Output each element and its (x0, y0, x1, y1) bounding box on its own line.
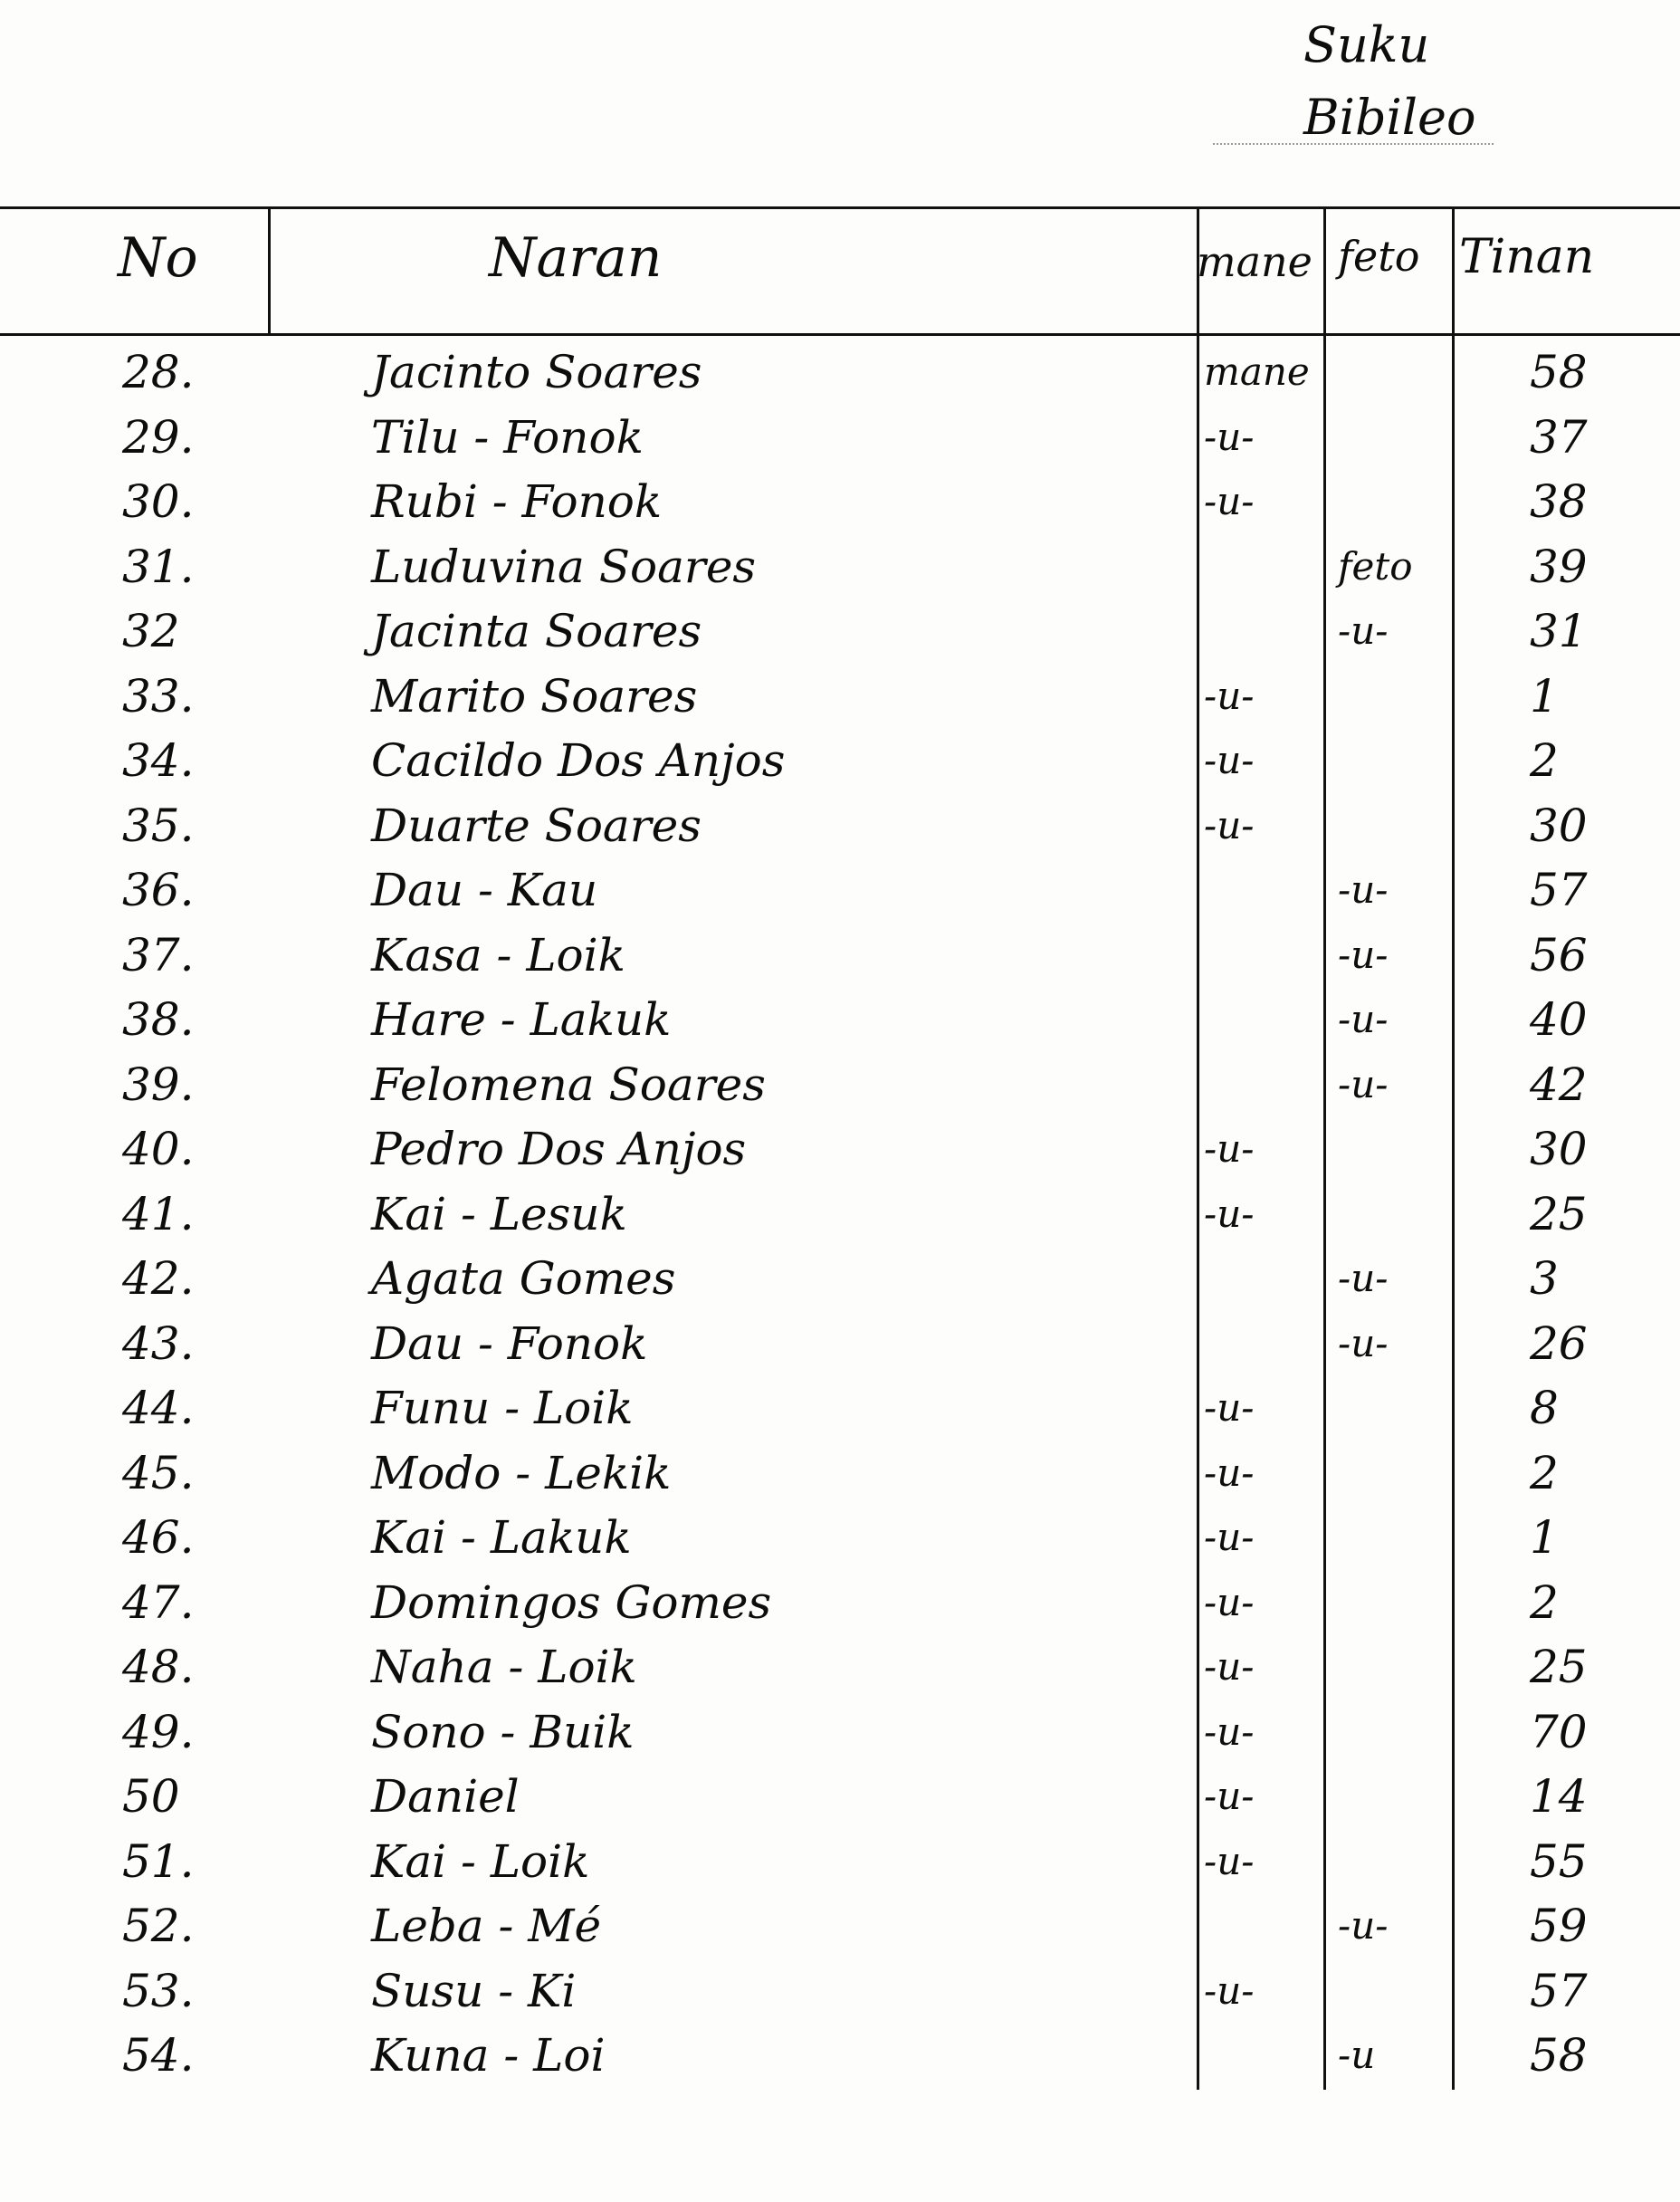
row-number: 44. (122, 1382, 195, 1434)
row-tinan: 8 (1530, 1382, 1559, 1434)
row-tinan: 57 (1530, 1964, 1588, 2017)
table-row (0, 670, 1680, 735)
row-mane: mane (1204, 349, 1310, 394)
row-number: 30. (122, 475, 195, 528)
row-number: 33. (122, 669, 195, 723)
row-tinan: 40 (1530, 993, 1588, 1046)
row-tinan: 38 (1530, 475, 1588, 528)
row-naran: Agata Gomes (371, 1252, 676, 1305)
row-naran: Susu - Ki (371, 1964, 577, 2017)
row-naran: Daniel (371, 1770, 520, 1823)
table-row (0, 541, 1680, 606)
row-mane: -u- (1204, 1644, 1255, 1689)
table-row (0, 799, 1680, 865)
row-mane: -u- (1204, 1515, 1255, 1559)
row-tinan: 59 (1530, 1900, 1588, 1952)
row-naran: Jacinta Soares (371, 605, 702, 657)
row-number: 50 (122, 1770, 180, 1823)
row-tinan: 37 (1530, 410, 1588, 464)
row-number: 39. (122, 1058, 195, 1111)
row-mane: -u- (1204, 1126, 1255, 1171)
column-divider-no (268, 206, 271, 333)
table-row (0, 1511, 1680, 1576)
table-row (0, 1576, 1680, 1642)
table-row (0, 1965, 1680, 2030)
column-header-tinan: Tinan (1459, 230, 1595, 284)
row-number: 47. (122, 1575, 195, 1629)
table-row (0, 1835, 1680, 1900)
table-header-rule (0, 333, 1680, 336)
row-naran: Cacildo Dos Anjos (371, 734, 786, 787)
row-tinan: 58 (1530, 346, 1588, 398)
row-mane: -u- (1204, 673, 1255, 718)
row-naran: Kai - Loik (371, 1834, 590, 1888)
row-naran: Kai - Lesuk (371, 1187, 627, 1240)
row-number: 40. (122, 1123, 195, 1175)
row-tinan: 55 (1530, 1834, 1588, 1888)
table-row (0, 1770, 1680, 1835)
row-feto: -u- (1338, 867, 1389, 912)
table-row (0, 1123, 1680, 1188)
row-tinan: 31 (1530, 605, 1588, 657)
table-row (0, 1447, 1680, 1512)
row-number: 49. (122, 1705, 195, 1758)
row-tinan: 56 (1530, 928, 1588, 981)
row-tinan: 1 (1530, 1511, 1559, 1564)
row-tinan: 2 (1530, 1575, 1559, 1629)
row-mane: -u- (1204, 802, 1255, 847)
row-tinan: 30 (1530, 1123, 1588, 1175)
row-naran: Marito Soares (371, 669, 698, 723)
row-tinan: 39 (1530, 540, 1588, 593)
row-mane: -u- (1204, 1967, 1255, 2013)
row-naran: Naha - Loik (371, 1641, 637, 1693)
row-number: 51. (122, 1834, 195, 1888)
column-header-no: No (118, 226, 198, 290)
table-row (0, 2029, 1680, 2094)
row-naran: Hare - Lakuk (371, 993, 672, 1046)
row-number: 53. (122, 1964, 195, 2017)
row-feto: -u- (1338, 1256, 1389, 1300)
row-naran: Duarte Soares (371, 799, 702, 852)
column-header-feto: feto (1338, 232, 1420, 281)
row-number: 28. (122, 346, 195, 398)
table-row (0, 1188, 1680, 1253)
row-number: 52. (122, 1900, 195, 1952)
row-tinan: 58 (1530, 2029, 1588, 2082)
table-row (0, 605, 1680, 670)
table-row (0, 993, 1680, 1058)
row-tinan: 70 (1530, 1705, 1588, 1758)
row-mane: -u- (1204, 1385, 1255, 1430)
row-number: 46. (122, 1511, 195, 1564)
row-number: 36. (122, 864, 195, 916)
row-mane: -u- (1204, 414, 1255, 459)
table-row (0, 1058, 1680, 1124)
row-feto: -u- (1338, 1320, 1389, 1365)
row-naran: Tilu - Fonok (371, 410, 644, 464)
row-tinan: 30 (1530, 799, 1588, 852)
row-tinan: 2 (1530, 734, 1559, 787)
row-naran: Kai - Lakuk (371, 1511, 632, 1564)
row-mane: -u- (1204, 1450, 1255, 1495)
row-mane: -u- (1204, 1774, 1255, 1818)
row-number: 43. (122, 1316, 195, 1370)
row-naran: Domingos Gomes (371, 1575, 772, 1629)
row-mane: -u- (1204, 479, 1255, 523)
table-row (0, 734, 1680, 799)
row-number: 38. (122, 993, 195, 1046)
row-naran: Jacinto Soares (371, 346, 702, 398)
row-feto: -u (1338, 2033, 1376, 2077)
row-mane: -u- (1204, 738, 1255, 782)
row-tinan: 14 (1530, 1770, 1588, 1823)
row-mane: -u- (1204, 1709, 1255, 1754)
row-number: 29. (122, 410, 195, 464)
suku-underline (1213, 143, 1494, 145)
column-header-mane: mane (1197, 237, 1312, 286)
row-naran: Leba - Mé (371, 1900, 602, 1952)
row-feto: -u- (1338, 608, 1389, 653)
table-row (0, 346, 1680, 411)
row-tinan: 57 (1530, 864, 1588, 916)
table-row (0, 1706, 1680, 1771)
suku-label: Suku (1303, 16, 1430, 73)
row-tinan: 2 (1530, 1446, 1559, 1499)
table-row (0, 475, 1680, 541)
row-tinan: 42 (1530, 1058, 1588, 1111)
row-feto: -u- (1338, 1061, 1389, 1106)
row-number: 35. (122, 799, 195, 852)
row-mane: -u- (1204, 1191, 1255, 1236)
row-tinan: 25 (1530, 1641, 1588, 1693)
row-mane: -u- (1204, 1579, 1255, 1624)
row-number: 37. (122, 928, 195, 981)
row-naran: Kuna - Loi (371, 2029, 606, 2082)
row-number: 42. (122, 1252, 195, 1305)
row-number: 32 (122, 605, 180, 657)
row-naran: Pedro Dos Anjos (371, 1123, 747, 1175)
row-naran: Kasa - Loik (371, 928, 625, 981)
table-row (0, 864, 1680, 929)
row-tinan: 25 (1530, 1187, 1588, 1240)
row-number: 41. (122, 1187, 195, 1240)
row-feto: feto (1338, 543, 1413, 589)
row-feto: -u- (1338, 932, 1389, 977)
row-naran: Rubi - Fonok (371, 475, 663, 528)
table-row (0, 1252, 1680, 1317)
row-mane: -u- (1204, 1838, 1255, 1883)
row-naran: Funu - Loik (371, 1382, 634, 1434)
table-row (0, 1641, 1680, 1706)
table-row (0, 1317, 1680, 1383)
row-feto: -u- (1338, 997, 1389, 1041)
row-tinan: 26 (1530, 1316, 1588, 1370)
table-row (0, 929, 1680, 994)
column-header-naran: Naran (489, 226, 663, 290)
row-number: 45. (122, 1446, 195, 1499)
row-naran: Sono - Buik (371, 1705, 635, 1758)
row-tinan: 1 (1530, 669, 1559, 723)
row-number: 54. (122, 2029, 195, 2082)
row-number: 31. (122, 540, 195, 593)
row-naran: Dau - Fonok (371, 1316, 648, 1370)
table-top-rule (0, 206, 1680, 209)
suku-name: Bibileo (1303, 89, 1476, 146)
table-row (0, 1382, 1680, 1447)
row-naran: Luduvina Soares (371, 540, 757, 593)
row-feto: -u- (1338, 1903, 1389, 1948)
row-naran: Modo - Lekik (371, 1446, 672, 1499)
row-naran: Felomena Soares (371, 1058, 766, 1111)
row-naran: Dau - Kau (371, 864, 598, 916)
table-row (0, 411, 1680, 476)
row-number: 34. (122, 734, 195, 787)
row-number: 48. (122, 1641, 195, 1693)
table-row (0, 1900, 1680, 1965)
row-tinan: 3 (1530, 1252, 1559, 1305)
